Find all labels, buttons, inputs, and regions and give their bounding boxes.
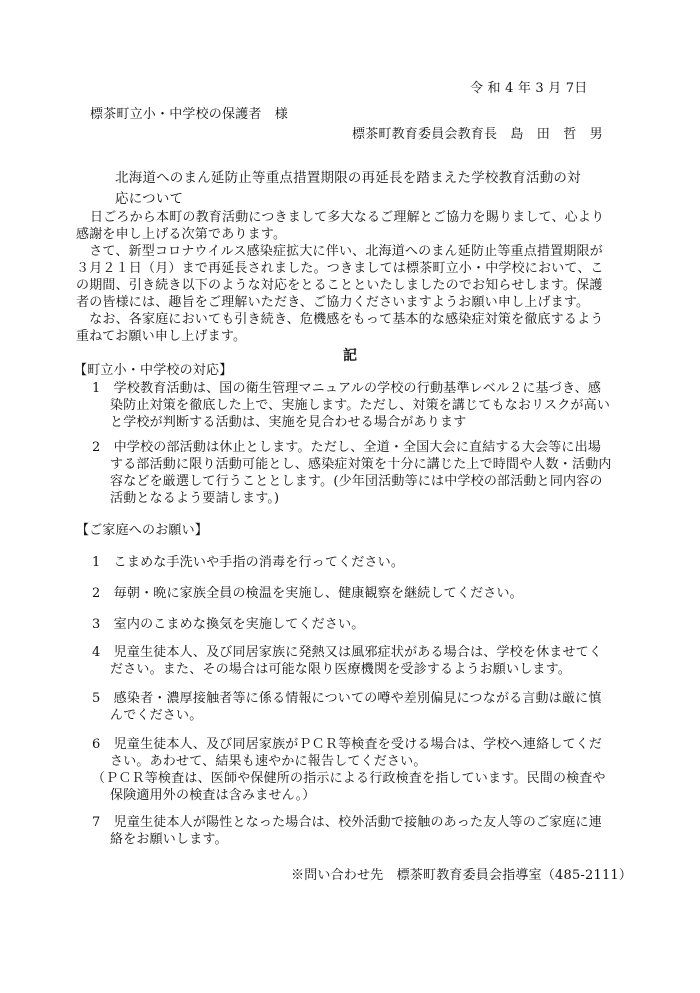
school-item-2-line: 容などを厳選して行うこととします。(少年団活動等には中学校の部活動と同内容の <box>110 474 603 489</box>
ki-mark: 記 <box>343 348 358 364</box>
home-item-1: 1 こまめな手洗いや手指の消毒を行ってください。 <box>92 555 405 570</box>
home-item-3: 3 室内のこまめな換気を実施してください。 <box>92 617 365 632</box>
date: 令 和 4 年 3 月 7日 <box>470 81 588 96</box>
contact-info: ※問い合わせ先 標茶町教育委員会指導室（485-2111） <box>291 868 633 883</box>
intro-line: 感謝を申し上げる次第であります。 <box>76 227 287 242</box>
intro-line: さて、新型コロナウイルス感染症拡大に伴い、北海道へのまん延防止等重点措置期限が <box>76 244 603 259</box>
intro-line: 重ねてお願い申し上げます。 <box>76 329 247 344</box>
intro-line: 者の皆様には、趣旨をご理解いただき、ご協力くださいますようお願い申し上げます。 <box>76 295 590 310</box>
school-item-2-line: 活動となるよう要請します。) <box>110 491 280 506</box>
addressee: 標茶町立小・中学校の保護者 様 <box>90 107 289 122</box>
intro-line: ３月２１日（月）まで再延長されました。つきましては標茶町立小・中学校において、こ <box>76 261 604 276</box>
school-heading: 【町立小・中学校の対応】 <box>74 363 233 378</box>
school-item-1-line: と学校が判断する活動は、実施を見合わせる場合があります <box>110 415 467 430</box>
sender: 標茶町教育委員会教育長 島 田 哲 男 <box>352 127 603 142</box>
home-item-4-line: 4 児童生徒本人、及び同居家族に発熱又は風邪症状がある場合は、学校を休ませてく <box>92 645 603 660</box>
school-item-2-line: 2 中学校の部活動は休止とします。ただし、全道・全国大会に直結する大会等に出場 <box>92 440 602 455</box>
school-item-2-line: する部活動に限り活動可能とし、感染症対策を十分に講じた上で時間や人数・活動内 <box>110 457 612 472</box>
school-item-1-line: 染防止対策を徹底した上で、実施します。ただし、対策を講じてもなおリスクが高い <box>110 398 611 413</box>
home-item-6-line: 6 児童生徒本人、及び同居家族がＰＣＲ等検査を受ける場合は、学校へ連絡してくだ <box>92 737 603 752</box>
intro-line: 日ごろから本町の教育活動につきまして多大なるご理解とご協力を賜りまして、心より <box>90 210 605 225</box>
intro-line: の期間、引き続き以下のような対応をとることといたしましたのでお知らせします。保護 <box>76 278 603 293</box>
home-item-7-line: 7 児童生徒本人が陽性となった場合は、校外活動で接触のあった友人等のご家庭に連 <box>92 815 602 830</box>
document-title-line-1: 北海道へのまん延防止等重点措置期限の再延長を踏まえた学校教育活動の対 <box>115 170 581 186</box>
school-item-1-line: 1 学校教育活動は、国の衛生管理マニュアルの学校の行動基準レベル２に基づき、感 <box>92 381 602 396</box>
home-item-5-line: んでください。 <box>110 708 203 723</box>
home-item-4-line: ださい。また、その場合は可能な限り医療機関を受診するようお願いします。 <box>110 662 571 677</box>
home-heading: 【ご家庭へのお願い】 <box>76 523 209 538</box>
intro-line: なお、各家庭においても引き続き、危機感をもって基本的な感染症対策を徹底するよう <box>76 312 604 327</box>
home-item-6-note-line: 保険適用外の検査は含みません。） <box>110 788 316 803</box>
home-item-7-line: 絡をお願いします。 <box>110 832 228 847</box>
home-item-2: 2 毎朝・晩に家族全員の検温を実施し、健康観察を継続してください。 <box>92 586 523 601</box>
home-item-6-note-line: （ＰＣＲ等検査は、医師や保健所の指示による行政検査を指しています。民間の検査や <box>92 771 606 786</box>
home-item-5-line: 5 感染者・濃厚接触者等に係る情報についての噂や差別偏見につながる言動は厳に慎 <box>92 691 602 706</box>
document-title-line-2: 応について <box>115 191 184 207</box>
home-item-6-line: さい。あわせて、結果も速やかに報告してください。 <box>110 754 427 769</box>
